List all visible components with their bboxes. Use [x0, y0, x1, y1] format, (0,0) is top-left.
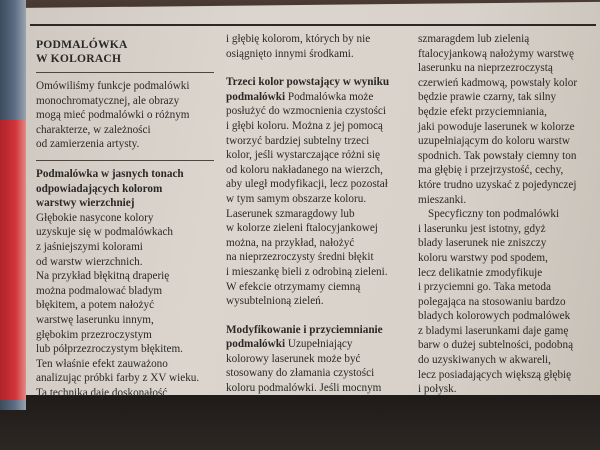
text-line: i laserunku jest istotny, gdyż	[418, 222, 546, 235]
heading-line: W KOLORACH	[36, 52, 122, 65]
text-line: i mieszankę bieli z odrobiną zieleni.	[226, 265, 388, 278]
text-line: stosowany do złamania czystości	[226, 367, 375, 380]
text-line: barw o dużej subtelności, podobną	[418, 339, 574, 352]
text-line: Laserunek szmaragdowy lub	[226, 207, 355, 220]
text-line: jaki powoduje laserunek w kolorze	[418, 120, 575, 133]
column-2	[226, 32, 418, 396]
text-line: można, na przykład, nałożyć	[226, 236, 355, 249]
text-line: blady laserunek nie zniszczy	[418, 237, 547, 250]
text-line: wysubtelnioną zieleń.	[226, 295, 324, 308]
text-line: lub półprzezroczystym błękitem.	[36, 343, 183, 356]
text-line: z bladymi laserunkami daje gamę	[418, 324, 569, 337]
heading-rule	[36, 72, 214, 73]
text-line: mogą mieć podmalówki o różnym	[36, 109, 190, 122]
heading-word: podmalówki	[226, 338, 286, 351]
text-line	[226, 90, 418, 105]
text-line: laserunku na nieprzezroczystą	[418, 62, 553, 75]
text-line: błękitem, a potem nałożyć	[36, 299, 155, 312]
text-line: można podmalować bladym	[36, 284, 163, 297]
text-line: osiągnięto innymi środkami.	[226, 47, 354, 60]
divider-rule	[36, 160, 214, 161]
text-line: od zamierzenia artysty.	[36, 138, 140, 151]
text-line: w tym samym obszarze koloru.	[226, 192, 367, 205]
text-line: posłużyć do wzmocnienia czystości	[226, 105, 386, 118]
text-line: Omówiliśmy funkcje podmalówki	[36, 80, 190, 92]
text-line: warstwę laserunku innym,	[36, 313, 154, 326]
text-line: Specyficzny ton podmalówki	[428, 208, 560, 221]
text-fragment: Uzupełniający	[285, 338, 353, 351]
text-line: i głębię kolorom, których by nie	[226, 33, 371, 45]
text-line: w kolorze zieleni ftalocyjankowej	[226, 222, 378, 235]
column-1	[36, 38, 220, 400]
text-line: koloru warstwy pod spodem,	[418, 251, 548, 264]
text-line: mieszanki.	[418, 193, 467, 206]
text-line: i przyciemni go. Taka metoda	[418, 281, 551, 294]
text-line: Ten właśnie efekt zauważono	[36, 357, 168, 370]
text-line: od koloru nakładanego na wierzch,	[226, 163, 383, 176]
text-line: Na przykład błękitną draperię	[36, 270, 170, 283]
text-line: z jaśniejszymi kolorami	[36, 240, 143, 253]
text-line: kolorowy laserunek może być	[226, 352, 361, 365]
text-line: Podmalówka w jasnych tonach	[36, 167, 184, 180]
text-line	[226, 337, 418, 352]
text-line: lecz posiadających większą głębię	[418, 368, 572, 381]
text-line: na nieprzezroczysty średni błękit	[226, 251, 374, 264]
heading-word: podmalówki	[226, 90, 286, 103]
section-heading	[36, 38, 220, 66]
text-line: spodnich. Tak powstały ciemny ton	[418, 149, 577, 162]
text-line: W efekcie otrzymamy ciemną	[226, 280, 361, 293]
shadow-below-book	[0, 395, 600, 450]
text-line: aby uległ modyfikacji, lecz pozostał	[226, 178, 388, 191]
heading-line: PODMALÓWKA	[36, 38, 128, 51]
text-line: od warstw wierzchnich.	[36, 255, 143, 268]
text-line: i połysk.	[418, 383, 457, 396]
text-line: odpowiadających kolorom	[36, 182, 163, 195]
intro-paragraph	[36, 79, 220, 152]
body-paragraph	[36, 211, 220, 401]
text-line: do uzyskiwanych w akwareli,	[418, 354, 551, 367]
text-line: analizując próbki farby z XV wieku.	[36, 372, 200, 385]
text-line: które trudno uzyskać z pojedynczej	[418, 178, 577, 191]
text-line: warstwy wierzchniej	[36, 197, 135, 210]
section-heading-line: Trzeci kolor powstający w wyniku	[226, 76, 390, 89]
text-line: charakterze, w zależności	[36, 123, 151, 136]
text-line: lecz delikatnie zmodyfikuje	[418, 266, 543, 279]
text-line: Głębokie nasycone kolory	[36, 211, 154, 224]
text-line: szmaragdem lub zielenią	[418, 33, 530, 45]
paragraph-gap	[226, 61, 418, 75]
text-line: monochromatycznej, ale obrazy	[36, 94, 180, 107]
text-line: bladych kolorowych podmalówek	[418, 310, 571, 323]
text-line: czerwień kadmową, powstały kolor	[418, 76, 578, 89]
text-line: kolor, jeśli wystarczające różni się	[226, 149, 380, 162]
text-line: polegająca na stosowaniu bardzo	[418, 295, 566, 308]
text-line: będzie prawie czarny, tak silny	[418, 91, 557, 104]
text-line: ftalocyjankową nałożymy warstwę	[418, 47, 574, 60]
paragraph-gap	[226, 309, 418, 323]
text-line: będzie efekt przyciemniania,	[418, 105, 547, 118]
text-line: głębokim przezroczystym	[36, 328, 152, 341]
top-rule-line	[30, 24, 596, 26]
text-line: ma głębię i przejrzystość, cechy,	[418, 164, 564, 177]
paragraph	[418, 207, 594, 397]
text-line: koloru podmalówki. Jeśli mocnym	[226, 382, 382, 395]
text-line: uzyskuje się w podmalówkach	[36, 226, 174, 239]
red-cover-edge	[0, 120, 26, 400]
text-line: tworzyć bardziej subtelny trzeci	[226, 134, 370, 147]
text-fragment: Podmalówka może	[285, 90, 374, 103]
subheading	[36, 167, 220, 211]
text-line: uzupełniającym do koloru warstw	[418, 135, 570, 148]
text-line: Ta technika daje doskonałość	[36, 386, 168, 399]
text-line: i głębi koloru. Można z jej pomocą	[226, 119, 383, 132]
paragraph	[418, 32, 594, 207]
column-3	[418, 32, 594, 397]
section-heading-line: Modyfikowanie i przyciemnianie	[226, 323, 383, 336]
